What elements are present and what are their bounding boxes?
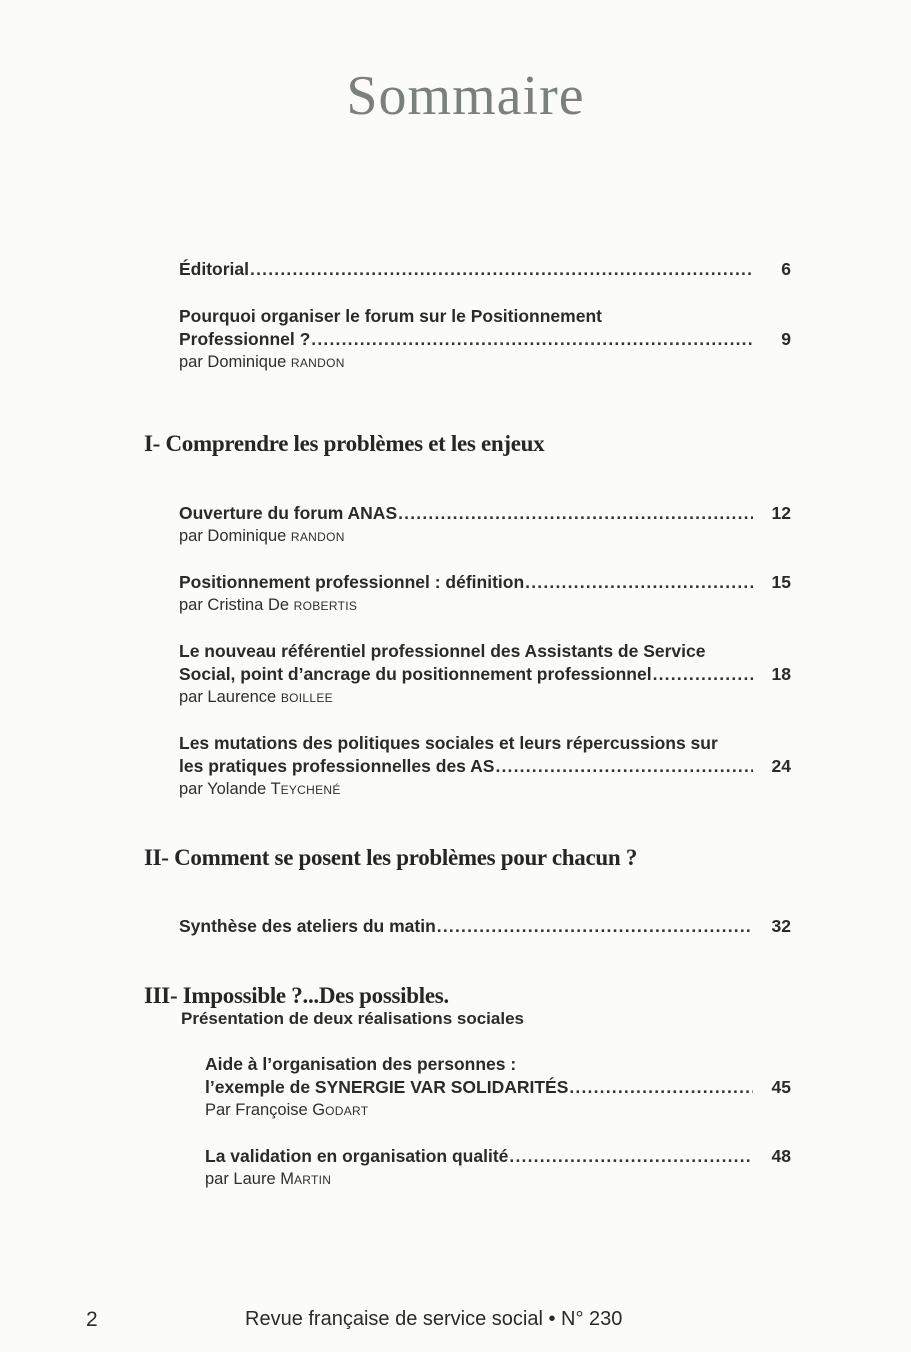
author-surname-cap: De <box>267 596 294 614</box>
author-prefix: par Cristina <box>179 596 268 614</box>
toc-entry-author <box>179 594 795 617</box>
toc-page-number: 45 <box>771 1077 791 1097</box>
toc-entry-mutations[interactable] <box>179 732 795 801</box>
toc-entry-title-line <box>179 755 795 778</box>
toc-page-number: 48 <box>771 1146 791 1166</box>
toc-entry-title: l’exemple de SYNERGIE VAR SOLIDARITÉS <box>205 1077 569 1097</box>
section-heading-2: II- Comment se posent les problèmes pour chacun ? <box>144 845 638 870</box>
author-prefix: par Laure <box>205 1170 281 1188</box>
toc-entry-title: Pourquoi organiser le forum sur le Positionnement <box>179 306 602 326</box>
toc-page-number: 6 <box>781 259 791 279</box>
toc-entry-title: Social, point d’ancrage du positionnement professionnel <box>179 664 652 684</box>
toc-entry-title: Aide à l’organisation des personnes : <box>205 1054 517 1074</box>
toc-entry-definition[interactable] <box>179 571 795 617</box>
toc-entry-title: Positionnement professionnel : définition <box>179 572 525 592</box>
toc-entry-title-line <box>179 663 795 686</box>
footer-journal-title: Revue française de service social • N° 230 <box>245 1308 623 1330</box>
author-surname: EYCHENÉ <box>280 783 341 797</box>
leader-dots <box>525 571 753 594</box>
toc-page-number: 9 <box>781 329 791 349</box>
toc-page-number: 12 <box>771 503 791 523</box>
footer-page-number: 2 <box>86 1308 98 1331</box>
author-surname: ARTIN <box>293 1173 332 1187</box>
toc-entry-title: les pratiques professionnelles des AS <box>179 756 495 776</box>
toc-entry-author <box>179 778 795 801</box>
author-surname: RANDON <box>290 356 345 370</box>
author-surname: RANDON <box>290 530 345 544</box>
toc-entry-author <box>179 351 795 374</box>
toc-entry-validation[interactable] <box>205 1145 795 1191</box>
toc-entry-title: La validation en organisation qualité <box>205 1146 509 1166</box>
section-heading-3: III- Impossible ?...Des possibles. <box>144 983 449 1008</box>
toc-entry-author <box>179 686 795 709</box>
toc-entry-pourquoi[interactable] <box>179 305 795 374</box>
author-prefix: par Dominique <box>179 527 291 545</box>
leader-dots <box>653 663 753 686</box>
toc-page-number: 18 <box>771 664 791 684</box>
leader-dots <box>569 1076 753 1099</box>
toc-entry-title-line <box>179 328 795 351</box>
author-surname: BOILLEE <box>280 691 333 705</box>
toc-entry-title-line <box>205 1076 795 1099</box>
toc-entry-title: Éditorial <box>179 259 250 279</box>
toc-entry-title-line <box>179 915 795 938</box>
toc-entry-ouverture[interactable] <box>179 502 795 548</box>
author-prefix: Par Françoise <box>205 1101 313 1119</box>
leader-dots <box>509 1145 753 1168</box>
toc-entry-author <box>205 1168 795 1191</box>
toc-entry-referentiel[interactable] <box>179 640 795 709</box>
toc-entry-title: Professionnel ? <box>179 329 311 349</box>
toc-entry-title-line <box>179 732 795 755</box>
toc-entry-title: Le nouveau référentiel professionnel des Assistants de Service <box>179 641 706 661</box>
toc-page-number: 15 <box>771 572 791 592</box>
author-prefix: par Dominique <box>179 353 291 371</box>
toc-entry-synergie[interactable] <box>205 1053 795 1122</box>
leader-dots <box>250 258 753 281</box>
section-subheading-3: Présentation de deux réalisations sociales <box>181 1009 524 1028</box>
toc-entry-author <box>179 525 795 548</box>
section-heading-1: I- Comprendre les problèmes et les enjeux <box>144 431 545 456</box>
toc-entry-author <box>205 1099 795 1122</box>
author-surname: ODART <box>325 1104 369 1118</box>
author-surname: ROBERTIS <box>293 599 358 613</box>
toc-entry-title: Ouverture du forum ANAS <box>179 503 398 523</box>
toc-entry-title: Synthèse des ateliers du matin <box>179 916 436 936</box>
leader-dots <box>437 915 753 938</box>
toc-entry-title-line <box>179 502 795 525</box>
toc-entry-title-line <box>179 258 795 281</box>
leader-dots <box>495 755 753 778</box>
toc-entry-title-line <box>179 640 795 663</box>
toc-page-number: 32 <box>771 916 791 936</box>
page-title: Sommaire <box>346 65 585 127</box>
leader-dots <box>311 328 753 351</box>
author-prefix: par Yolande <box>179 780 271 798</box>
toc-entry-editorial[interactable] <box>179 258 795 281</box>
toc-entry-title-line <box>205 1053 795 1076</box>
toc-entry-title: Les mutations des politiques sociales et leurs répercussions sur <box>179 733 718 753</box>
author-surname-cap: G <box>312 1101 326 1119</box>
author-surname-cap: T <box>270 780 281 798</box>
author-surname-cap: M <box>280 1170 294 1188</box>
author-prefix: par Laurence <box>179 688 281 706</box>
toc-page-number: 24 <box>771 756 791 776</box>
leader-dots <box>398 502 753 525</box>
toc-entry-title-line <box>179 571 795 594</box>
toc-entry-title-line <box>179 305 795 328</box>
toc-entry-title-line <box>205 1145 795 1168</box>
toc-entry-synthese[interactable] <box>179 915 795 938</box>
